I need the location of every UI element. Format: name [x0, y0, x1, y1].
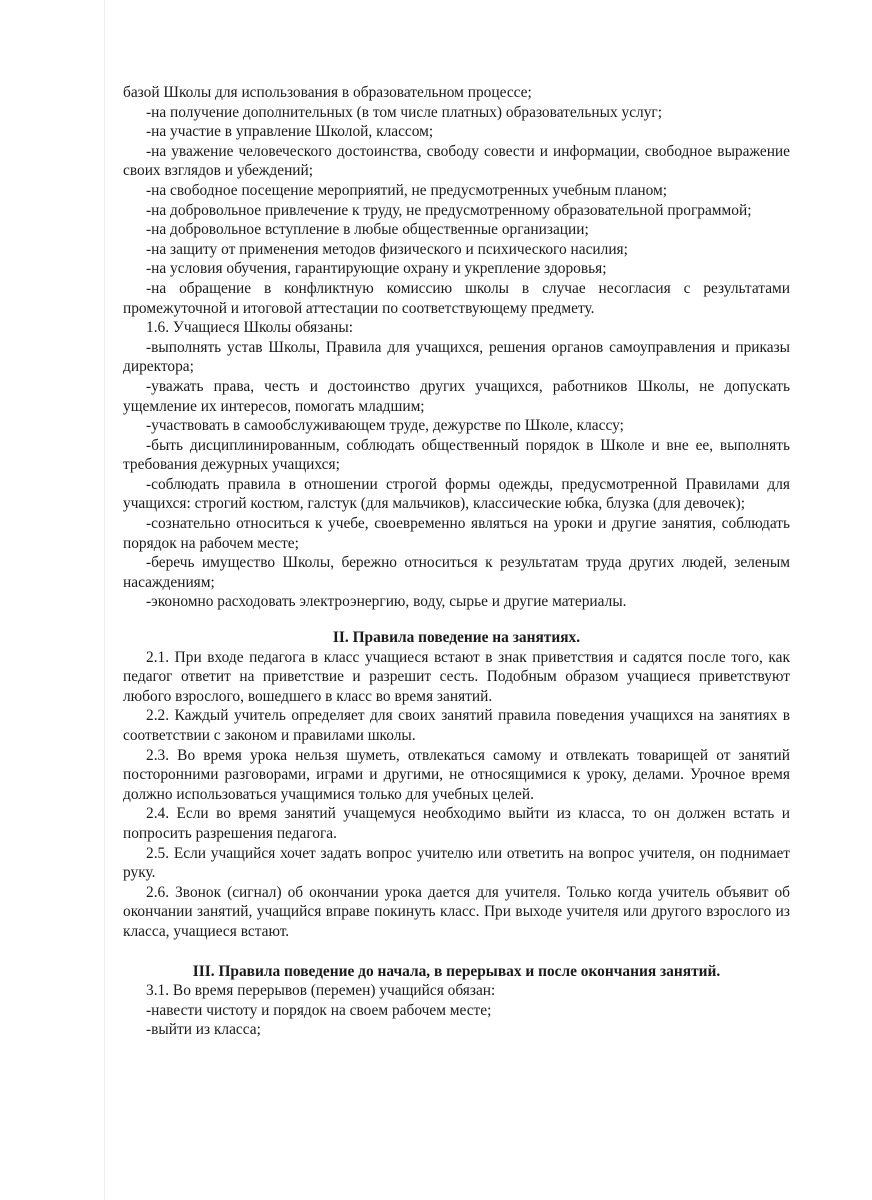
paragraph: -навести чистоту и порядок на своем рабочем месте;	[146, 1001, 492, 1019]
paragraph: 2.1. При входе педагога в класс учащиеся встают в знак приветствия и садятся после того, как педагог ответит на приветствие и разрешит сесть. Подобным образом учащиеся приветствуют любого взрослого, вошедшего в класс во время занятий.	[123, 648, 790, 705]
paragraph: 2.3. Во время урока нельзя шуметь, отвлекаться самому и отвлекать товарищей от занятий посторонними разговорами, играми и другими, не относящимися к уроку, делами. Урочное время должно использоваться учащимися только для учебных целей.	[123, 746, 790, 803]
paragraph: -выйти из класса;	[146, 1021, 261, 1039]
paragraph: базой Школы для использования в образовательном процессе;	[123, 84, 532, 101]
page-fold-shadow	[104, 0, 105, 1200]
paragraph: -быть дисциплинированным, соблюдать общественный порядок в Школе и вне ее, выполнять требования дежурных учащихся;	[123, 436, 790, 474]
paragraph: -беречь имущество Школы, бережно относиться к результатам труда других людей, зеленым насаждениям;	[123, 554, 790, 591]
paragraph: 2.6. Звонок (сигнал) об окончании урока дается для учителя. Только когда учитель объявит об окончании занятий, учащийся вправе покинуть класс. При выходе учителя или другого взрослого из класса, учащиеся встают.	[123, 883, 790, 940]
paragraph: 1.6. Учащиеся Школы обязаны:	[146, 319, 354, 337]
paragraph: -на участие в управление Школой, классом;	[146, 123, 434, 141]
paragraph: -на условия обучения, гарантирующие охрану и укрепление здоровья;	[146, 260, 607, 278]
paragraph: -участвовать в самообслуживающем труде, дежурстве по Школе, классу;	[146, 417, 624, 435]
paragraph: -на получение дополнительных (в том числе платных) образовательных услуг;	[146, 103, 662, 121]
paragraph: -уважать права, честь и достоинство других учащихся, работников Школы, не допускать ущемление их интересов, помогать младшим;	[123, 377, 790, 415]
section-heading: II. Правила поведение на занятиях.	[332, 629, 581, 647]
paragraph: -на обращение в конфликтную комиссию школы в случае несогласия с результатами промежуточной и итоговой аттестации по соответствующему предмету.	[123, 279, 790, 317]
paragraph: -на защиту от применения методов физического и психического насилия;	[146, 240, 628, 258]
paragraph: -на добровольное вступление в любые общественные организации;	[146, 221, 589, 239]
paragraph: -экономно расходовать электроэнергию, воду, сырье и другие материалы.	[146, 593, 627, 611]
paragraph: -сознательно относиться к учебе, своевременно являться на уроки и другие занятия, соблюдать порядок на рабочем месте;	[123, 515, 790, 552]
paragraph: 2.2. Каждый учитель определяет для своих занятий правила поведения учащихся на занятиях в соответствии с законом и правилами школы.	[123, 707, 790, 744]
paragraph: -соблюдать правила в отношении строгой формы одежды, предусмотренной Правилами для учащихся: строгий костюм, галстук (для мальчиков), классические юбка, блузка (для девочек);	[123, 475, 790, 513]
paragraph: 2.5. Если учащийся хочет задать вопрос учителю или ответить на вопрос учителя, он поднимает руку.	[123, 844, 790, 882]
paragraph: -на добровольное привлечение к труду, не предусмотренному образовательной программой;	[146, 201, 752, 219]
paragraph: 3.1. Во время перерывов (перемен) учащийся обязан:	[146, 982, 496, 1000]
paragraph: -на уважение человеческого достоинства, свободу совести и информации, свободное выражение своих взглядов и убеждений;	[123, 142, 790, 180]
paragraph: -выполнять устав Школы, Правила для учащихся, решения органов самоуправления и приказы директора;	[123, 338, 790, 376]
section-heading: III. Правила поведение до начала, в перерывах и после окончания занятий.	[192, 962, 721, 980]
paragraph: -на свободное посещение мероприятий, не предусмотренных учебным планом;	[146, 181, 668, 199]
paragraph: 2.4. Если во время занятий учащемуся необходимо выйти из класса, то он должен встать и попросить разрешения педагога.	[123, 805, 790, 842]
